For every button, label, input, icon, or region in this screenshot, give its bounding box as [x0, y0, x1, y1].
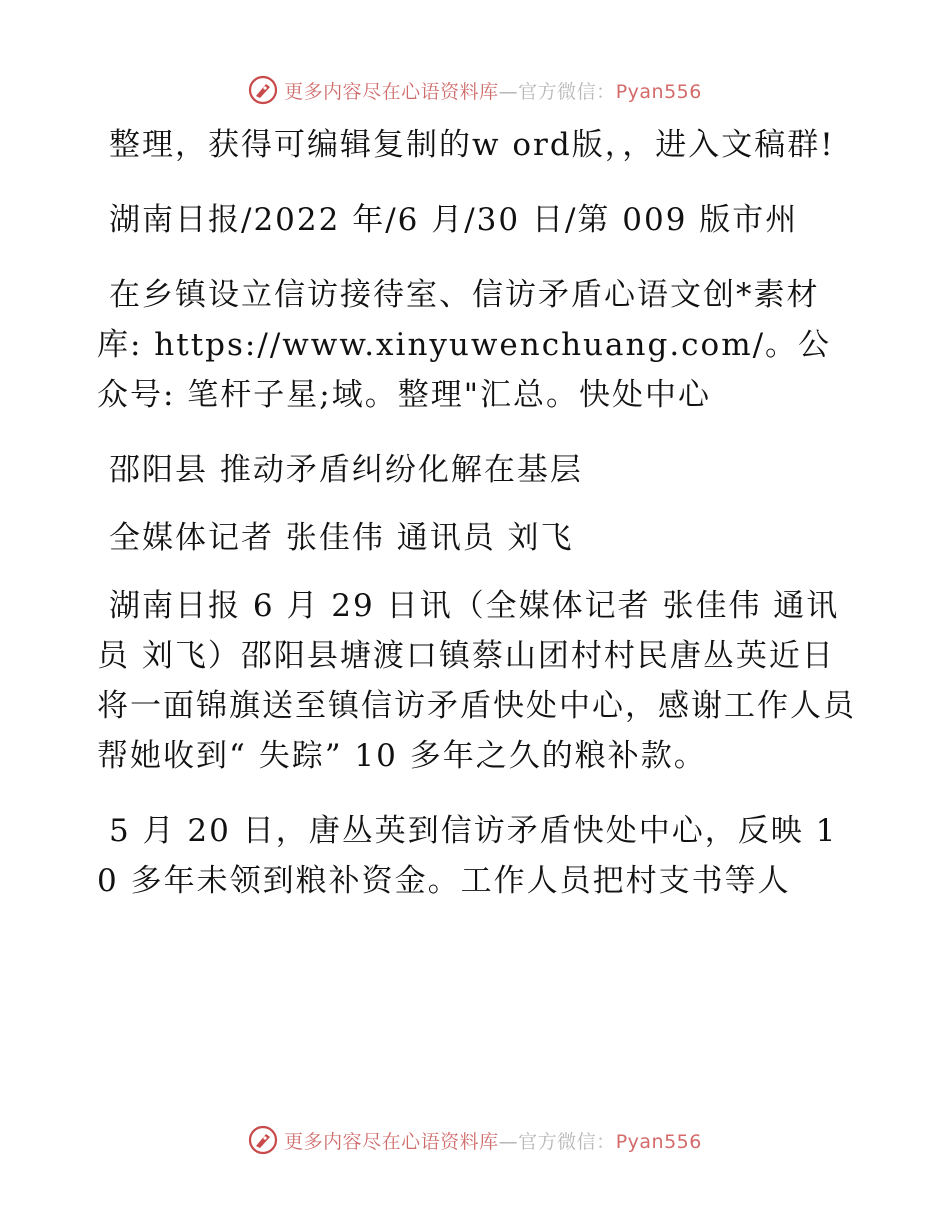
- banner-separator: —: [498, 1130, 519, 1153]
- banner-brand: 更多内容尽在心语资料库: [284, 80, 499, 103]
- paragraph-byline: 全媒体记者 张佳伟 通讯员 刘飞: [109, 520, 574, 556]
- banner-text: [284, 77, 702, 104]
- paragraph-body-1: 湖南日报 6 月 29 日讯（全媒体记者 张佳伟 通讯员 刘飞）邵阳县塘渡口镇蔡山团村村民唐丛英近日将一面锦旗送至镇信访矛盾快处中心，感谢工作人员帮她收到“ 失踪” 10 多年之久的粮补款。: [97, 588, 856, 774]
- pen-nib-logo-icon: [248, 1125, 278, 1155]
- banner-wechat-id: Pyan556: [615, 80, 702, 103]
- banner-text: [284, 1127, 702, 1154]
- banner-brand: 更多内容尽在心语资料库: [284, 1130, 499, 1153]
- paragraph-subheadline: 邵阳县 推动矛盾纠纷化解在基层: [109, 452, 583, 488]
- header-banner: [0, 70, 950, 110]
- paragraph-source: 湖南日报/2022 年/6 月/30 日/第 009 版市州: [109, 202, 799, 238]
- paragraph-body-2: 5 月 20 日，唐丛英到信访矛盾快处中心，反映 10 多年未领到粮补资金。工作人员把村支书等人: [97, 813, 838, 899]
- pen-nib-logo-icon: [248, 75, 278, 105]
- banner-wechat-label: 官方微信：: [518, 80, 616, 103]
- banner-wechat-label: 官方微信：: [518, 1130, 616, 1153]
- paragraph-headline: 在乡镇设立信访接待室、信访矛盾心语文创*素材库: https://www.xinyuwenchuang.com/。公众号: 笔杆子星;域。整理"汇总。快处中心: [97, 277, 832, 413]
- paragraph-intro: 整理，获得可编辑复制的w ord版，，进入文稿群!: [109, 127, 835, 163]
- footer-banner: [0, 1120, 950, 1160]
- banner-wechat-id: Pyan556: [615, 1130, 702, 1153]
- banner-separator: —: [498, 80, 519, 103]
- document-body: [97, 120, 857, 931]
